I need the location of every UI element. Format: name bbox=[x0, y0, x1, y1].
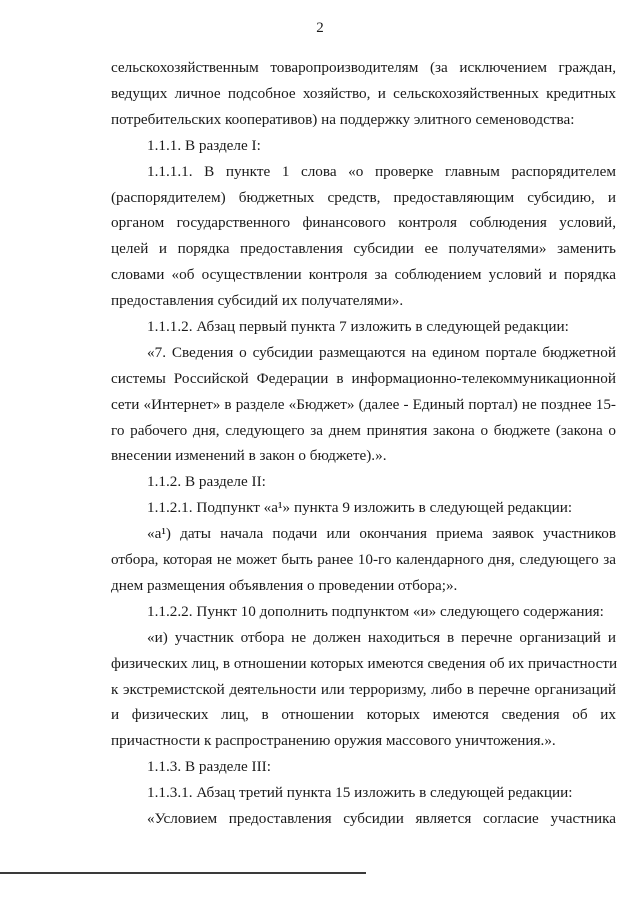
text-line: отбора, которая не может быть ранее 10-го календарного дня, следующего за bbox=[111, 551, 616, 568]
text-line: 1.1.1.2. Абзац первый пункта 7 изложить в следующей редакции: bbox=[147, 318, 569, 335]
text-line: словами «об осуществлении контроля за соблюдением условий и порядка bbox=[111, 266, 616, 283]
text-line: (распорядителем) бюджетных средств, предоставляющим субсидию, и bbox=[111, 189, 616, 206]
text-line: 1.1.2.2. Пункт 10 дополнить подпунктом «и» следующего содержания: bbox=[147, 603, 604, 620]
text-line: «и) участник отбора не должен находиться в перечне организаций и bbox=[147, 629, 616, 646]
footer-rule bbox=[0, 872, 366, 874]
text-line: причастности к распространению оружия массового уничтожения.». bbox=[111, 732, 556, 749]
text-line: 1.1.1. В разделе I: bbox=[147, 137, 261, 154]
text-line: предоставления субсидий их получателями». bbox=[111, 292, 404, 309]
text-line: 1.1.1.1. В пункте 1 слова «о проверке главным распорядителем bbox=[147, 163, 616, 180]
text-line: сельскохозяйственным товаропроизводителям (за исключением граждан, bbox=[111, 59, 616, 76]
text-line: 1.1.3.1. Абзац третий пункта 15 изложить в следующей редакции: bbox=[147, 784, 573, 801]
text-line: органом государственного финансового контроля соблюдения условий, bbox=[111, 214, 616, 231]
text-line: целей и порядка предоставления субсидии ее получателями» заменить bbox=[111, 240, 616, 257]
text-line: к экстремистской деятельности или терроризму, либо в перечне организаций bbox=[111, 681, 616, 698]
text-line: «Условием предоставления субсидии является согласие участника bbox=[147, 810, 616, 827]
text-line: днем размещения объявления о проведении отбора;». bbox=[111, 577, 458, 594]
text-line: и физических лиц, в отношении которых имеются сведения об их bbox=[111, 706, 616, 723]
text-line: потребительских кооперативов) на поддержку элитного семеноводства: bbox=[111, 111, 575, 128]
text-line: 1.1.2. В разделе II: bbox=[147, 473, 266, 490]
text-line: 1.1.2.1. Подпункт «а¹» пункта 9 изложить в следующей редакции: bbox=[147, 499, 573, 516]
page-number: 2 bbox=[316, 20, 324, 36]
text-line: го рабочего дня, следующего за днем принятия закона о бюджете (закона о bbox=[111, 422, 616, 439]
text-line: «7. Сведения о субсидии размещаются на едином портале бюджетной bbox=[147, 344, 616, 361]
text-line: ведущих личное подсобное хозяйство, и сельскохозяйственных кредитных bbox=[111, 85, 616, 102]
text-line: «а¹) даты начала подачи или окончания приема заявок участников bbox=[147, 525, 616, 542]
text-line: системы Российской Федерации в информационно-телекоммуникационной bbox=[111, 370, 616, 387]
text-line: сети «Интернет» в разделе «Бюджет» (далее - Единый портал) не позднее 15- bbox=[111, 396, 616, 413]
text-line: внесении изменений в закон о бюджете).». bbox=[111, 447, 387, 464]
text-line: физических лиц, в отношении которых имеются сведения об их причастности bbox=[111, 655, 618, 672]
text-line: 1.1.3. В разделе III: bbox=[147, 758, 271, 775]
